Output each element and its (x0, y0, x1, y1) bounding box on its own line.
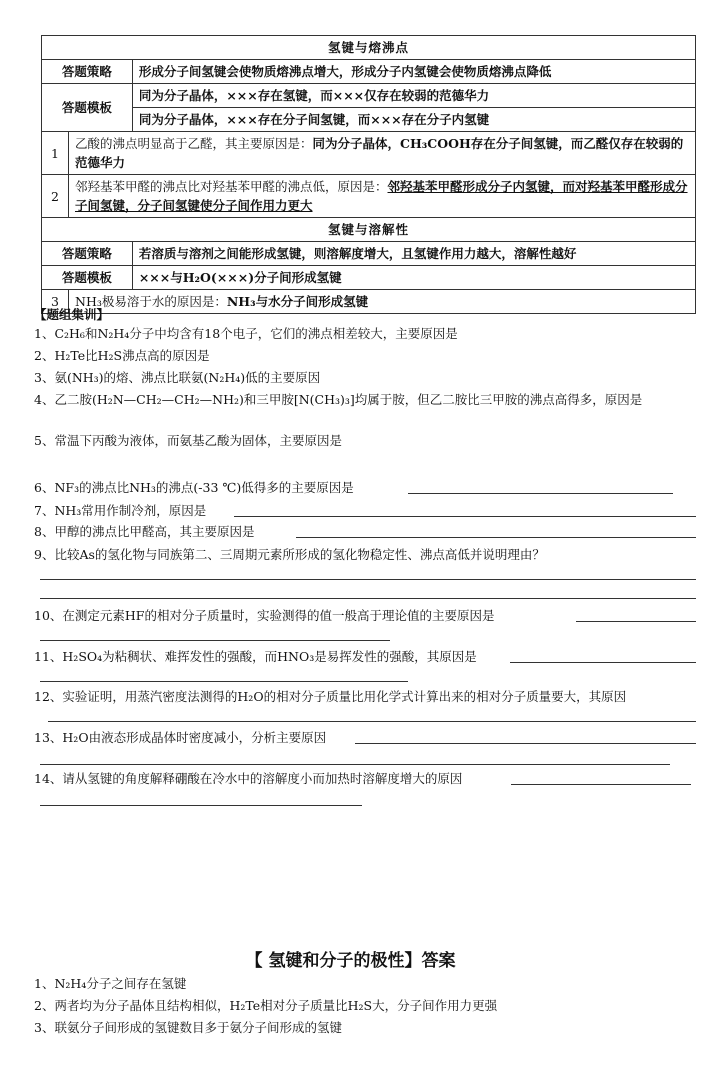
question-1: 1、C₂H₆和N₂H₄分子中均含有18个电子，它们的沸点相差较大，主要原因是 (34, 326, 458, 341)
question-9: 9、比较As的氢化物与同族第二、三周期元素所形成的氢化物稳定性、沸点高低并说明理由？ (34, 547, 545, 562)
answer-line[interactable] (40, 764, 670, 765)
answer-line[interactable] (48, 721, 696, 722)
question-6: 6、NF₃的沸点比NH₃的沸点(-33 ℃)低得多的主要原因是 (34, 480, 354, 495)
section-header-solubility: 氢键与溶解性 (42, 218, 696, 242)
question-7: 7、NH₃常用作制冷剂，原因是 (34, 503, 207, 518)
section-header-boiling: 氢键与熔沸点 (42, 36, 696, 60)
template-label: 答题模板 (42, 266, 133, 290)
template-text-1: 同为分子晶体，×××存在氢键，而×××仅存在较弱的范德华力 (132, 84, 695, 108)
strategy-text: 形成分子间氢键会使物质熔沸点增大，形成分子内氢键会使物质熔沸点降低 (132, 60, 695, 84)
strategy-table (41, 35, 696, 314)
template-label: 答题模板 (42, 84, 133, 132)
question-10: 10、在测定元素HF的相对分子质量时，实验测得的值一般高于理论值的主要原因是 (34, 608, 495, 623)
answers-title: 【 氢键和分子的极性】答案 (245, 951, 456, 971)
template-text-2: 同为分子晶体，×××存在分子间氢键，而×××存在分子内氢键 (132, 108, 695, 132)
answer-line[interactable] (40, 681, 408, 682)
question-4: 4、乙二胺(H₂N—CH₂—CH₂—NH₂)和三甲胺[N(CH₃)₃]均属于胺，但乙二胺比三甲胺的沸点高得多，原因是 (34, 392, 643, 407)
answer-1: 1、N₂H₄分子之间存在氢键 (34, 976, 187, 991)
answer-line[interactable] (355, 743, 696, 744)
question-8: 8、甲醇的沸点比甲醛高，其主要原因是 (34, 524, 255, 539)
strategy-label: 答题策略 (42, 242, 133, 266)
example-question: NH₃极易溶于水的原因是： (75, 294, 227, 309)
answer-line[interactable] (40, 640, 390, 641)
question-5: 5、常温下丙酸为液体，而氨基乙酸为固体，主要原因是 (34, 433, 342, 448)
template-text: ×××与H₂O(×××)分子间形成氢键 (132, 266, 695, 290)
example-question: 邻羟基苯甲醛的沸点比对羟基苯甲醛的沸点低，原因是： (75, 179, 388, 194)
answer-2: 2、两者均为分子晶体且结构相似，H₂Te相对分子质量比H₂S大，分子间作用力更强 (34, 998, 498, 1013)
answer-line[interactable] (40, 598, 696, 599)
example-3 (69, 290, 696, 314)
answer-3: 3、联氨分子间形成的氢键数目多于氨分子间形成的氢键 (34, 1020, 342, 1035)
answer-line[interactable] (576, 621, 696, 622)
example-number: 3 (42, 290, 69, 314)
example-question: 乙酸的沸点明显高于乙醛，其主要原因是： (75, 136, 313, 151)
answer-line[interactable] (40, 579, 696, 580)
example-answer: NH₃与水分子间形成氢键 (226, 294, 369, 309)
strategy-text: 若溶质与溶剂之间能形成氢键，则溶解度增大，且氢键作用力越大，溶解性越好 (132, 242, 695, 266)
drill-title: 【题组集训】 (34, 307, 110, 322)
answer-line[interactable] (40, 805, 362, 806)
question-3: 3、氨(NH₃)的熔、沸点比联氨(N₂H₄)低的主要原因 (34, 370, 321, 385)
example-number: 1 (42, 132, 69, 175)
question-11: 11、H₂SO₄为粘稠状、难挥发性的强酸，而HNO₃是易挥发性的强酸，其原因是 (34, 649, 477, 664)
question-12: 12、实验证明，用蒸汽密度法测得的H₂O的相对分子质量比用化学式计算出来的相对分子质量要大，其原因 (34, 689, 627, 704)
answer-line[interactable] (296, 537, 696, 538)
question-13: 13、H₂O由液态形成晶体时密度减小，分析主要原因 (34, 730, 327, 745)
example-answer: 同为分子晶体，CH₃COOH存在分子间氢键，而乙醛仅存在较弱的范德华力 (75, 136, 684, 170)
answer-line[interactable] (510, 662, 696, 663)
example-1 (69, 132, 696, 175)
example-answer: 邻羟基苯甲醛形成分子内氢键，而对羟基苯甲醛形成分子间氢键，分子间氢键使分子间作用力更大 (75, 179, 688, 213)
question-2: 2、H₂Te比H₂S沸点高的原因是 (34, 348, 210, 363)
strategy-label: 答题策略 (42, 60, 133, 84)
question-14: 14、请从氢键的角度解释硼酸在冷水中的溶解度小而加热时溶解度增大的原因 (34, 771, 463, 786)
answer-line[interactable] (408, 493, 673, 494)
example-number: 2 (42, 175, 69, 218)
answer-line[interactable] (511, 784, 691, 785)
example-2 (69, 175, 696, 218)
answer-line[interactable] (234, 516, 696, 517)
